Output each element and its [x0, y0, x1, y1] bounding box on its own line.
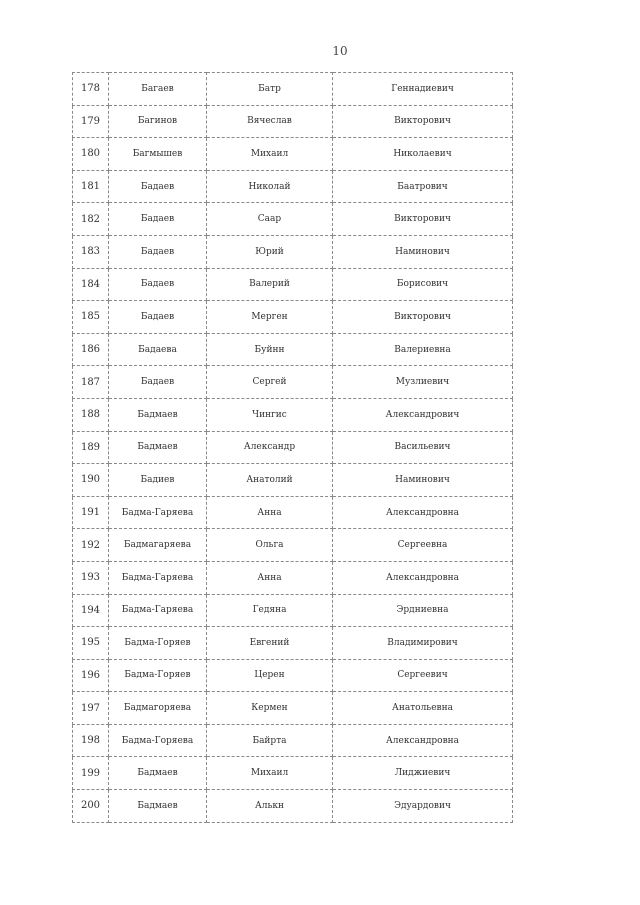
table-row — [73, 73, 513, 106]
surname-cell: Бадмаев — [109, 398, 207, 431]
row-number: 186 — [73, 333, 109, 366]
first-name-cell: Анна — [207, 496, 333, 529]
table-row — [73, 333, 513, 366]
patronymic-cell: Анатольевна — [333, 692, 513, 725]
table-row — [73, 431, 513, 464]
table-row — [73, 170, 513, 203]
patronymic-cell: Валериевна — [333, 333, 513, 366]
first-name-cell: Александр — [207, 431, 333, 464]
first-name-cell: Саар — [207, 203, 333, 236]
table-row — [73, 659, 513, 692]
patronymic-cell: Владимирович — [333, 627, 513, 660]
surname-cell: Бадма-Гаряева — [109, 561, 207, 594]
first-name-cell: Юрий — [207, 235, 333, 268]
table-row — [73, 594, 513, 627]
table-row — [73, 692, 513, 725]
patronymic-cell: Викторович — [333, 203, 513, 236]
first-name-cell: Михаил — [207, 757, 333, 790]
patronymic-cell: Александрович — [333, 398, 513, 431]
first-name-cell: Николай — [207, 170, 333, 203]
surname-cell: Багмышев — [109, 138, 207, 171]
surname-cell: Бадаева — [109, 333, 207, 366]
surname-cell: Багинов — [109, 105, 207, 138]
patronymic-cell: Наминович — [333, 235, 513, 268]
first-name-cell: Кермен — [207, 692, 333, 725]
surname-cell: Бадмаев — [109, 757, 207, 790]
surname-cell: Бадмаев — [109, 790, 207, 823]
table-row — [73, 301, 513, 334]
row-number: 185 — [73, 301, 109, 334]
table-row — [73, 627, 513, 660]
first-name-cell: Анна — [207, 561, 333, 594]
first-name-cell: Алькн — [207, 790, 333, 823]
surname-cell: Бадаев — [109, 366, 207, 399]
first-name-cell: Церен — [207, 659, 333, 692]
table-row — [73, 398, 513, 431]
patronymic-cell: Александровна — [333, 724, 513, 757]
row-number: 191 — [73, 496, 109, 529]
surname-cell: Бадма-Горяев — [109, 659, 207, 692]
table-row — [73, 464, 513, 497]
table-row — [73, 790, 513, 823]
table-row — [73, 561, 513, 594]
table-row — [73, 757, 513, 790]
surname-cell: Багаев — [109, 73, 207, 106]
surname-cell: Бадма-Гаряева — [109, 594, 207, 627]
patronymic-cell: Викторович — [333, 105, 513, 138]
surname-cell: Бадма-Гаряева — [109, 496, 207, 529]
patronymic-cell: Александровна — [333, 496, 513, 529]
row-number: 180 — [73, 138, 109, 171]
surname-cell: Бадаев — [109, 235, 207, 268]
surname-cell: Бадма-Горяева — [109, 724, 207, 757]
row-number: 198 — [73, 724, 109, 757]
row-number: 192 — [73, 529, 109, 562]
patronymic-cell: Николаевич — [333, 138, 513, 171]
row-number: 199 — [73, 757, 109, 790]
table-row — [73, 366, 513, 399]
row-number: 187 — [73, 366, 109, 399]
surname-cell: Бадаев — [109, 170, 207, 203]
table-row — [73, 724, 513, 757]
first-name-cell: Евгений — [207, 627, 333, 660]
surname-cell: Бадмагоряева — [109, 692, 207, 725]
row-number: 196 — [73, 659, 109, 692]
row-number: 193 — [73, 561, 109, 594]
patronymic-cell: Борисович — [333, 268, 513, 301]
patronymic-cell: Наминович — [333, 464, 513, 497]
first-name-cell: Байрта — [207, 724, 333, 757]
surname-cell: Бадаев — [109, 268, 207, 301]
surname-cell: Бадаев — [109, 203, 207, 236]
surname-cell: Бадаев — [109, 301, 207, 334]
name-roster-table — [72, 72, 513, 823]
patronymic-cell: Сергеевич — [333, 659, 513, 692]
surname-cell: Бадма-Горяев — [109, 627, 207, 660]
table-row — [73, 529, 513, 562]
surname-cell: Бадмаев — [109, 431, 207, 464]
row-number: 194 — [73, 594, 109, 627]
patronymic-cell: Музлиевич — [333, 366, 513, 399]
patronymic-cell: Васильевич — [333, 431, 513, 464]
table-row — [73, 203, 513, 236]
row-number: 179 — [73, 105, 109, 138]
patronymic-cell: Эдуардович — [333, 790, 513, 823]
row-number: 182 — [73, 203, 109, 236]
first-name-cell: Чингис — [207, 398, 333, 431]
patronymic-cell: Александровна — [333, 561, 513, 594]
first-name-cell: Мерген — [207, 301, 333, 334]
patronymic-cell: Викторович — [333, 301, 513, 334]
surname-cell: Бадмагаряева — [109, 529, 207, 562]
table-row — [73, 235, 513, 268]
table-row — [73, 105, 513, 138]
row-number: 184 — [73, 268, 109, 301]
patronymic-cell: Баатрович — [333, 170, 513, 203]
first-name-cell: Вячеслав — [207, 105, 333, 138]
table-row — [73, 138, 513, 171]
first-name-cell: Ольга — [207, 529, 333, 562]
surname-cell: Бадиев — [109, 464, 207, 497]
patronymic-cell: Геннадиевич — [333, 73, 513, 106]
row-number: 190 — [73, 464, 109, 497]
row-number: 200 — [73, 790, 109, 823]
row-number: 183 — [73, 235, 109, 268]
table-row — [73, 496, 513, 529]
patronymic-cell: Эрдниевна — [333, 594, 513, 627]
first-name-cell: Михаил — [207, 138, 333, 171]
patronymic-cell: Лиджиевич — [333, 757, 513, 790]
first-name-cell: Сергей — [207, 366, 333, 399]
row-number: 195 — [73, 627, 109, 660]
row-number: 189 — [73, 431, 109, 464]
table-row — [73, 268, 513, 301]
row-number: 178 — [73, 73, 109, 106]
patronymic-cell: Сергеевна — [333, 529, 513, 562]
page-number: 10 — [332, 44, 348, 58]
first-name-cell: Батр — [207, 73, 333, 106]
row-number: 197 — [73, 692, 109, 725]
first-name-cell: Анатолий — [207, 464, 333, 497]
first-name-cell: Буйнн — [207, 333, 333, 366]
row-number: 188 — [73, 398, 109, 431]
first-name-cell: Валерий — [207, 268, 333, 301]
row-number: 181 — [73, 170, 109, 203]
first-name-cell: Гедяна — [207, 594, 333, 627]
